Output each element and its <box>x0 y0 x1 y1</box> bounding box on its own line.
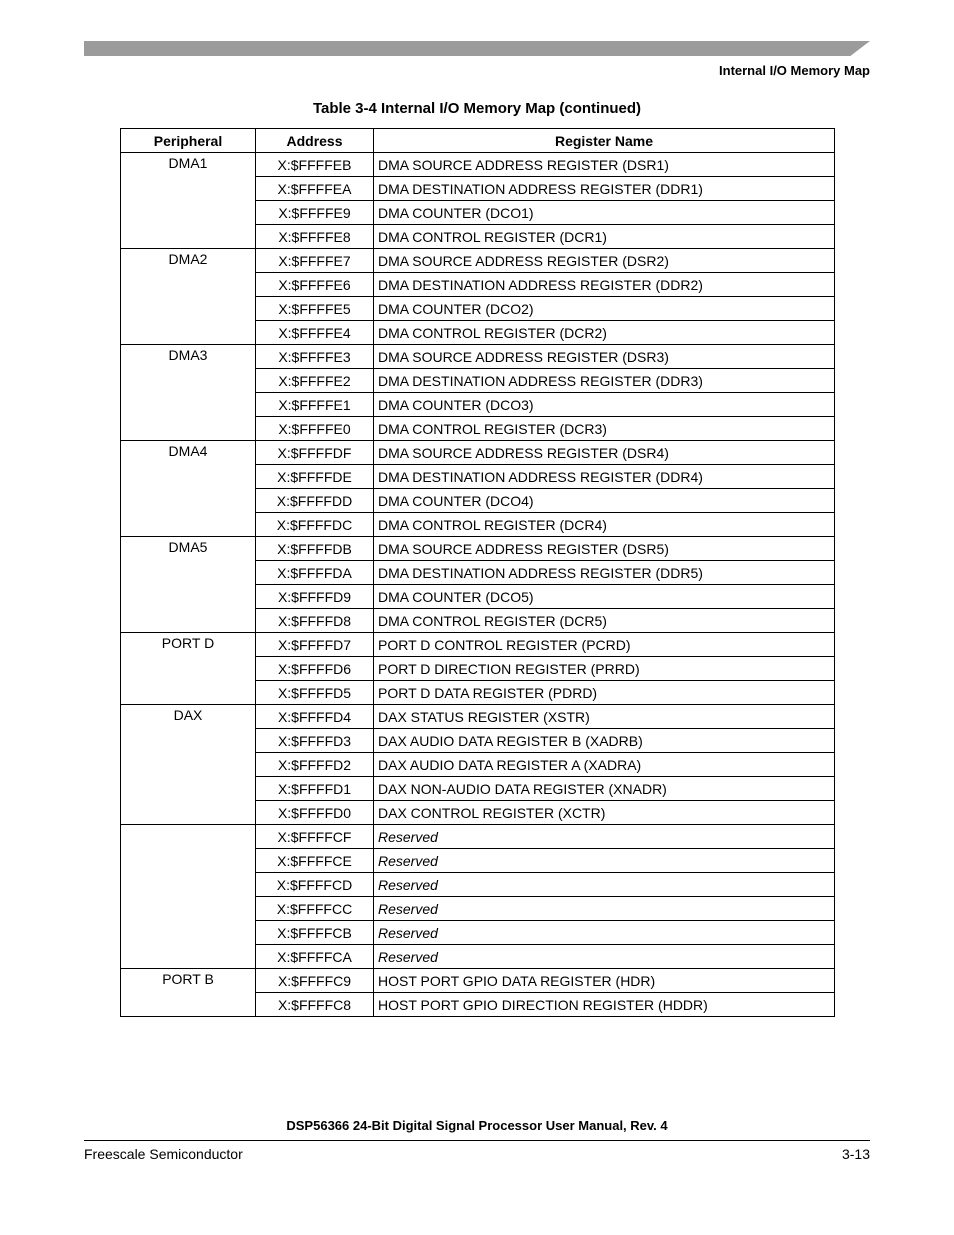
table-row <box>121 441 835 465</box>
register-name-cell: Reserved <box>374 921 835 945</box>
peripheral-cell: PORT B <box>121 969 256 1017</box>
peripheral-cell: DAX <box>121 705 256 825</box>
memory-map-table <box>120 128 835 1017</box>
peripheral-cell: DMA3 <box>121 345 256 441</box>
address-cell: X:$FFFFE6 <box>256 273 374 297</box>
footer-divider <box>84 1140 870 1141</box>
register-name-cell: DMA COUNTER (DCO5) <box>374 585 835 609</box>
table-header-row <box>121 129 835 153</box>
address-cell: X:$FFFFEA <box>256 177 374 201</box>
register-name-cell: DAX AUDIO DATA REGISTER A (XADRA) <box>374 753 835 777</box>
register-name-cell: PORT D DIRECTION REGISTER (PRRD) <box>374 657 835 681</box>
address-cell: X:$FFFFCE <box>256 849 374 873</box>
address-cell: X:$FFFFD3 <box>256 729 374 753</box>
column-header-address: Address <box>256 129 374 153</box>
peripheral-cell: DMA1 <box>121 153 256 249</box>
footer-manual-title: DSP56366 24-Bit Digital Signal Processor User Manual, Rev. 4 <box>286 1118 668 1133</box>
address-cell: X:$FFFFDB <box>256 537 374 561</box>
address-cell: X:$FFFFD8 <box>256 609 374 633</box>
register-name-cell: DMA SOURCE ADDRESS REGISTER (DSR5) <box>374 537 835 561</box>
table-row <box>121 537 835 561</box>
register-name-cell: HOST PORT GPIO DATA REGISTER (HDR) <box>374 969 835 993</box>
register-name-cell: DMA SOURCE ADDRESS REGISTER (DSR1) <box>374 153 835 177</box>
table-title: Table 3-4 Internal I/O Memory Map (continued) <box>312 100 642 117</box>
table-row <box>121 249 835 273</box>
register-name-cell: DMA CONTROL REGISTER (DCR4) <box>374 513 835 537</box>
column-header-register-name: Register Name <box>374 129 835 153</box>
register-name-cell: PORT D CONTROL REGISTER (PCRD) <box>374 633 835 657</box>
address-cell: X:$FFFFCA <box>256 945 374 969</box>
address-cell: X:$FFFFDE <box>256 465 374 489</box>
table-body <box>121 153 835 1017</box>
address-cell: X:$FFFFCB <box>256 921 374 945</box>
register-name-cell: DMA CONTROL REGISTER (DCR3) <box>374 417 835 441</box>
register-name-cell: DAX AUDIO DATA REGISTER B (XADRB) <box>374 729 835 753</box>
register-name-cell: DAX CONTROL REGISTER (XCTR) <box>374 801 835 825</box>
register-name-cell: HOST PORT GPIO DIRECTION REGISTER (HDDR) <box>374 993 835 1017</box>
register-name-cell: DMA COUNTER (DCO4) <box>374 489 835 513</box>
register-name-cell: PORT D DATA REGISTER (PDRD) <box>374 681 835 705</box>
address-cell: X:$FFFFD7 <box>256 633 374 657</box>
peripheral-cell: PORT D <box>121 633 256 705</box>
address-cell: X:$FFFFE9 <box>256 201 374 225</box>
address-cell: X:$FFFFE5 <box>256 297 374 321</box>
address-cell: X:$FFFFD4 <box>256 705 374 729</box>
table-row <box>121 969 835 993</box>
peripheral-cell <box>121 825 256 969</box>
register-name-cell: DAX STATUS REGISTER (XSTR) <box>374 705 835 729</box>
address-cell: X:$FFFFDC <box>256 513 374 537</box>
register-name-cell: DMA DESTINATION ADDRESS REGISTER (DDR1) <box>374 177 835 201</box>
table-row <box>121 705 835 729</box>
table-row <box>121 825 835 849</box>
address-cell: X:$FFFFE4 <box>256 321 374 345</box>
address-cell: X:$FFFFCC <box>256 897 374 921</box>
register-name-cell: DMA CONTROL REGISTER (DCR1) <box>374 225 835 249</box>
register-name-cell: DMA COUNTER (DCO2) <box>374 297 835 321</box>
peripheral-cell: DMA5 <box>121 537 256 633</box>
address-cell: X:$FFFFE7 <box>256 249 374 273</box>
address-cell: X:$FFFFDA <box>256 561 374 585</box>
table-row <box>121 345 835 369</box>
address-cell: X:$FFFFD1 <box>256 777 374 801</box>
register-name-cell: DMA COUNTER (DCO1) <box>374 201 835 225</box>
register-name-cell: DAX NON-AUDIO DATA REGISTER (XNADR) <box>374 777 835 801</box>
register-name-cell: DMA SOURCE ADDRESS REGISTER (DSR4) <box>374 441 835 465</box>
address-cell: X:$FFFFCD <box>256 873 374 897</box>
address-cell: X:$FFFFE2 <box>256 369 374 393</box>
register-name-cell: DMA COUNTER (DCO3) <box>374 393 835 417</box>
register-name-cell: DMA SOURCE ADDRESS REGISTER (DSR3) <box>374 345 835 369</box>
register-name-cell: DMA CONTROL REGISTER (DCR2) <box>374 321 835 345</box>
address-cell: X:$FFFFE8 <box>256 225 374 249</box>
peripheral-cell: DMA2 <box>121 249 256 345</box>
address-cell: X:$FFFFD2 <box>256 753 374 777</box>
section-header: Internal I/O Memory Map <box>719 63 870 78</box>
address-cell: X:$FFFFE1 <box>256 393 374 417</box>
register-name-cell: DMA DESTINATION ADDRESS REGISTER (DDR2) <box>374 273 835 297</box>
address-cell: X:$FFFFD9 <box>256 585 374 609</box>
address-cell: X:$FFFFE0 <box>256 417 374 441</box>
address-cell: X:$FFFFC8 <box>256 993 374 1017</box>
register-name-cell: DMA DESTINATION ADDRESS REGISTER (DDR4) <box>374 465 835 489</box>
register-name-cell: Reserved <box>374 897 835 921</box>
peripheral-cell: DMA4 <box>121 441 256 537</box>
address-cell: X:$FFFFD5 <box>256 681 374 705</box>
footer-company: Freescale Semiconductor <box>84 1146 243 1162</box>
register-name-cell: DMA SOURCE ADDRESS REGISTER (DSR2) <box>374 249 835 273</box>
address-cell: X:$FFFFDD <box>256 489 374 513</box>
table-row <box>121 153 835 177</box>
register-name-cell: DMA DESTINATION ADDRESS REGISTER (DDR3) <box>374 369 835 393</box>
register-name-cell: Reserved <box>374 873 835 897</box>
column-header-peripheral: Peripheral <box>121 129 256 153</box>
table-row <box>121 633 835 657</box>
header-bar <box>84 41 870 56</box>
address-cell: X:$FFFFEB <box>256 153 374 177</box>
register-name-cell: Reserved <box>374 945 835 969</box>
register-name-cell: Reserved <box>374 825 835 849</box>
register-name-cell: Reserved <box>374 849 835 873</box>
register-name-cell: DMA DESTINATION ADDRESS REGISTER (DDR5) <box>374 561 835 585</box>
address-cell: X:$FFFFD0 <box>256 801 374 825</box>
address-cell: X:$FFFFD6 <box>256 657 374 681</box>
address-cell: X:$FFFFDF <box>256 441 374 465</box>
address-cell: X:$FFFFE3 <box>256 345 374 369</box>
address-cell: X:$FFFFCF <box>256 825 374 849</box>
register-name-cell: DMA CONTROL REGISTER (DCR5) <box>374 609 835 633</box>
footer-page-number: 3-13 <box>841 1146 870 1162</box>
address-cell: X:$FFFFC9 <box>256 969 374 993</box>
